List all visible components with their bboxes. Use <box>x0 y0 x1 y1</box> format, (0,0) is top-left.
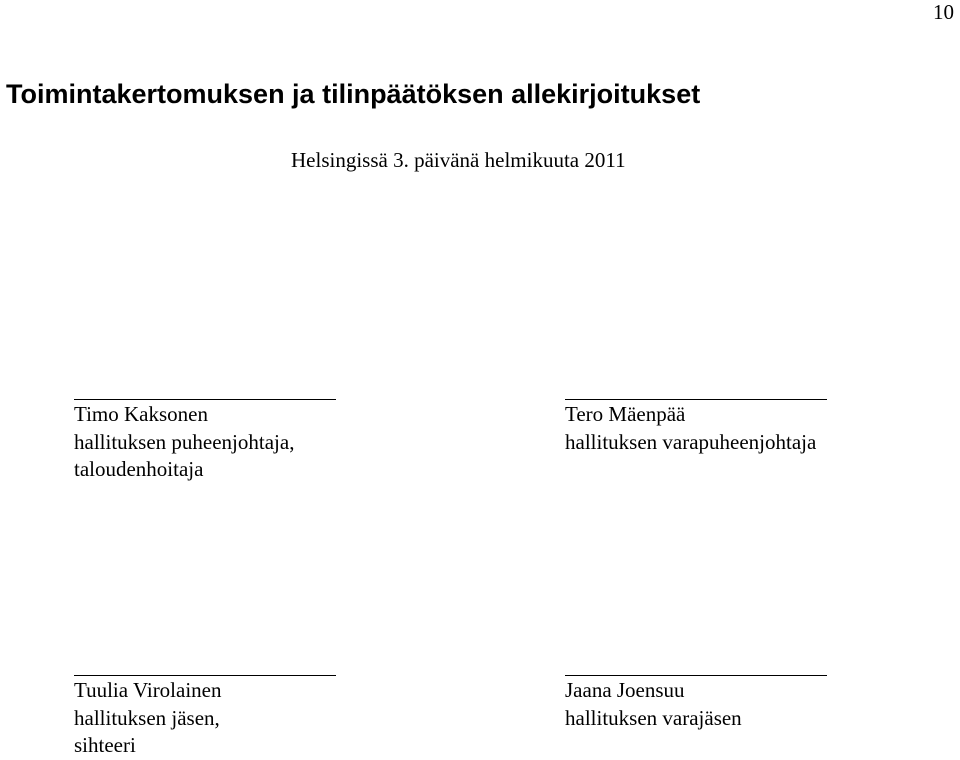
signature-line <box>565 675 827 676</box>
signer-name: Tuulia Virolainen <box>74 678 222 702</box>
signature-line <box>74 675 336 676</box>
signer-role: hallituksen varapuheenjohtaja <box>565 429 817 454</box>
signature-block <box>565 675 865 732</box>
signer-role-continued: sihteeri <box>74 733 136 757</box>
page-title: Toimintakertomuksen ja tilinpäätöksen allekirjoitukset <box>6 79 701 109</box>
page-number: 10 <box>933 0 954 24</box>
signature-block <box>565 399 865 456</box>
signer-name: Jaana Joensuu <box>565 678 685 702</box>
signer-role: hallituksen jäsen, <box>74 705 220 730</box>
place-date: Helsingissä 3. päivänä helmikuuta 2011 <box>291 148 626 172</box>
signature-line <box>74 399 336 400</box>
signer-role-continued: taloudenhoitaja <box>74 457 204 481</box>
signature-block <box>74 675 374 760</box>
signer-name: Tero Mäenpää <box>565 402 686 426</box>
signature-line <box>565 399 827 400</box>
signer-role: hallituksen varajäsen <box>565 705 742 730</box>
signature-block <box>74 399 374 484</box>
signer-name: Timo Kaksonen <box>74 402 208 426</box>
signer-role: hallituksen puheenjohtaja, <box>74 429 295 454</box>
